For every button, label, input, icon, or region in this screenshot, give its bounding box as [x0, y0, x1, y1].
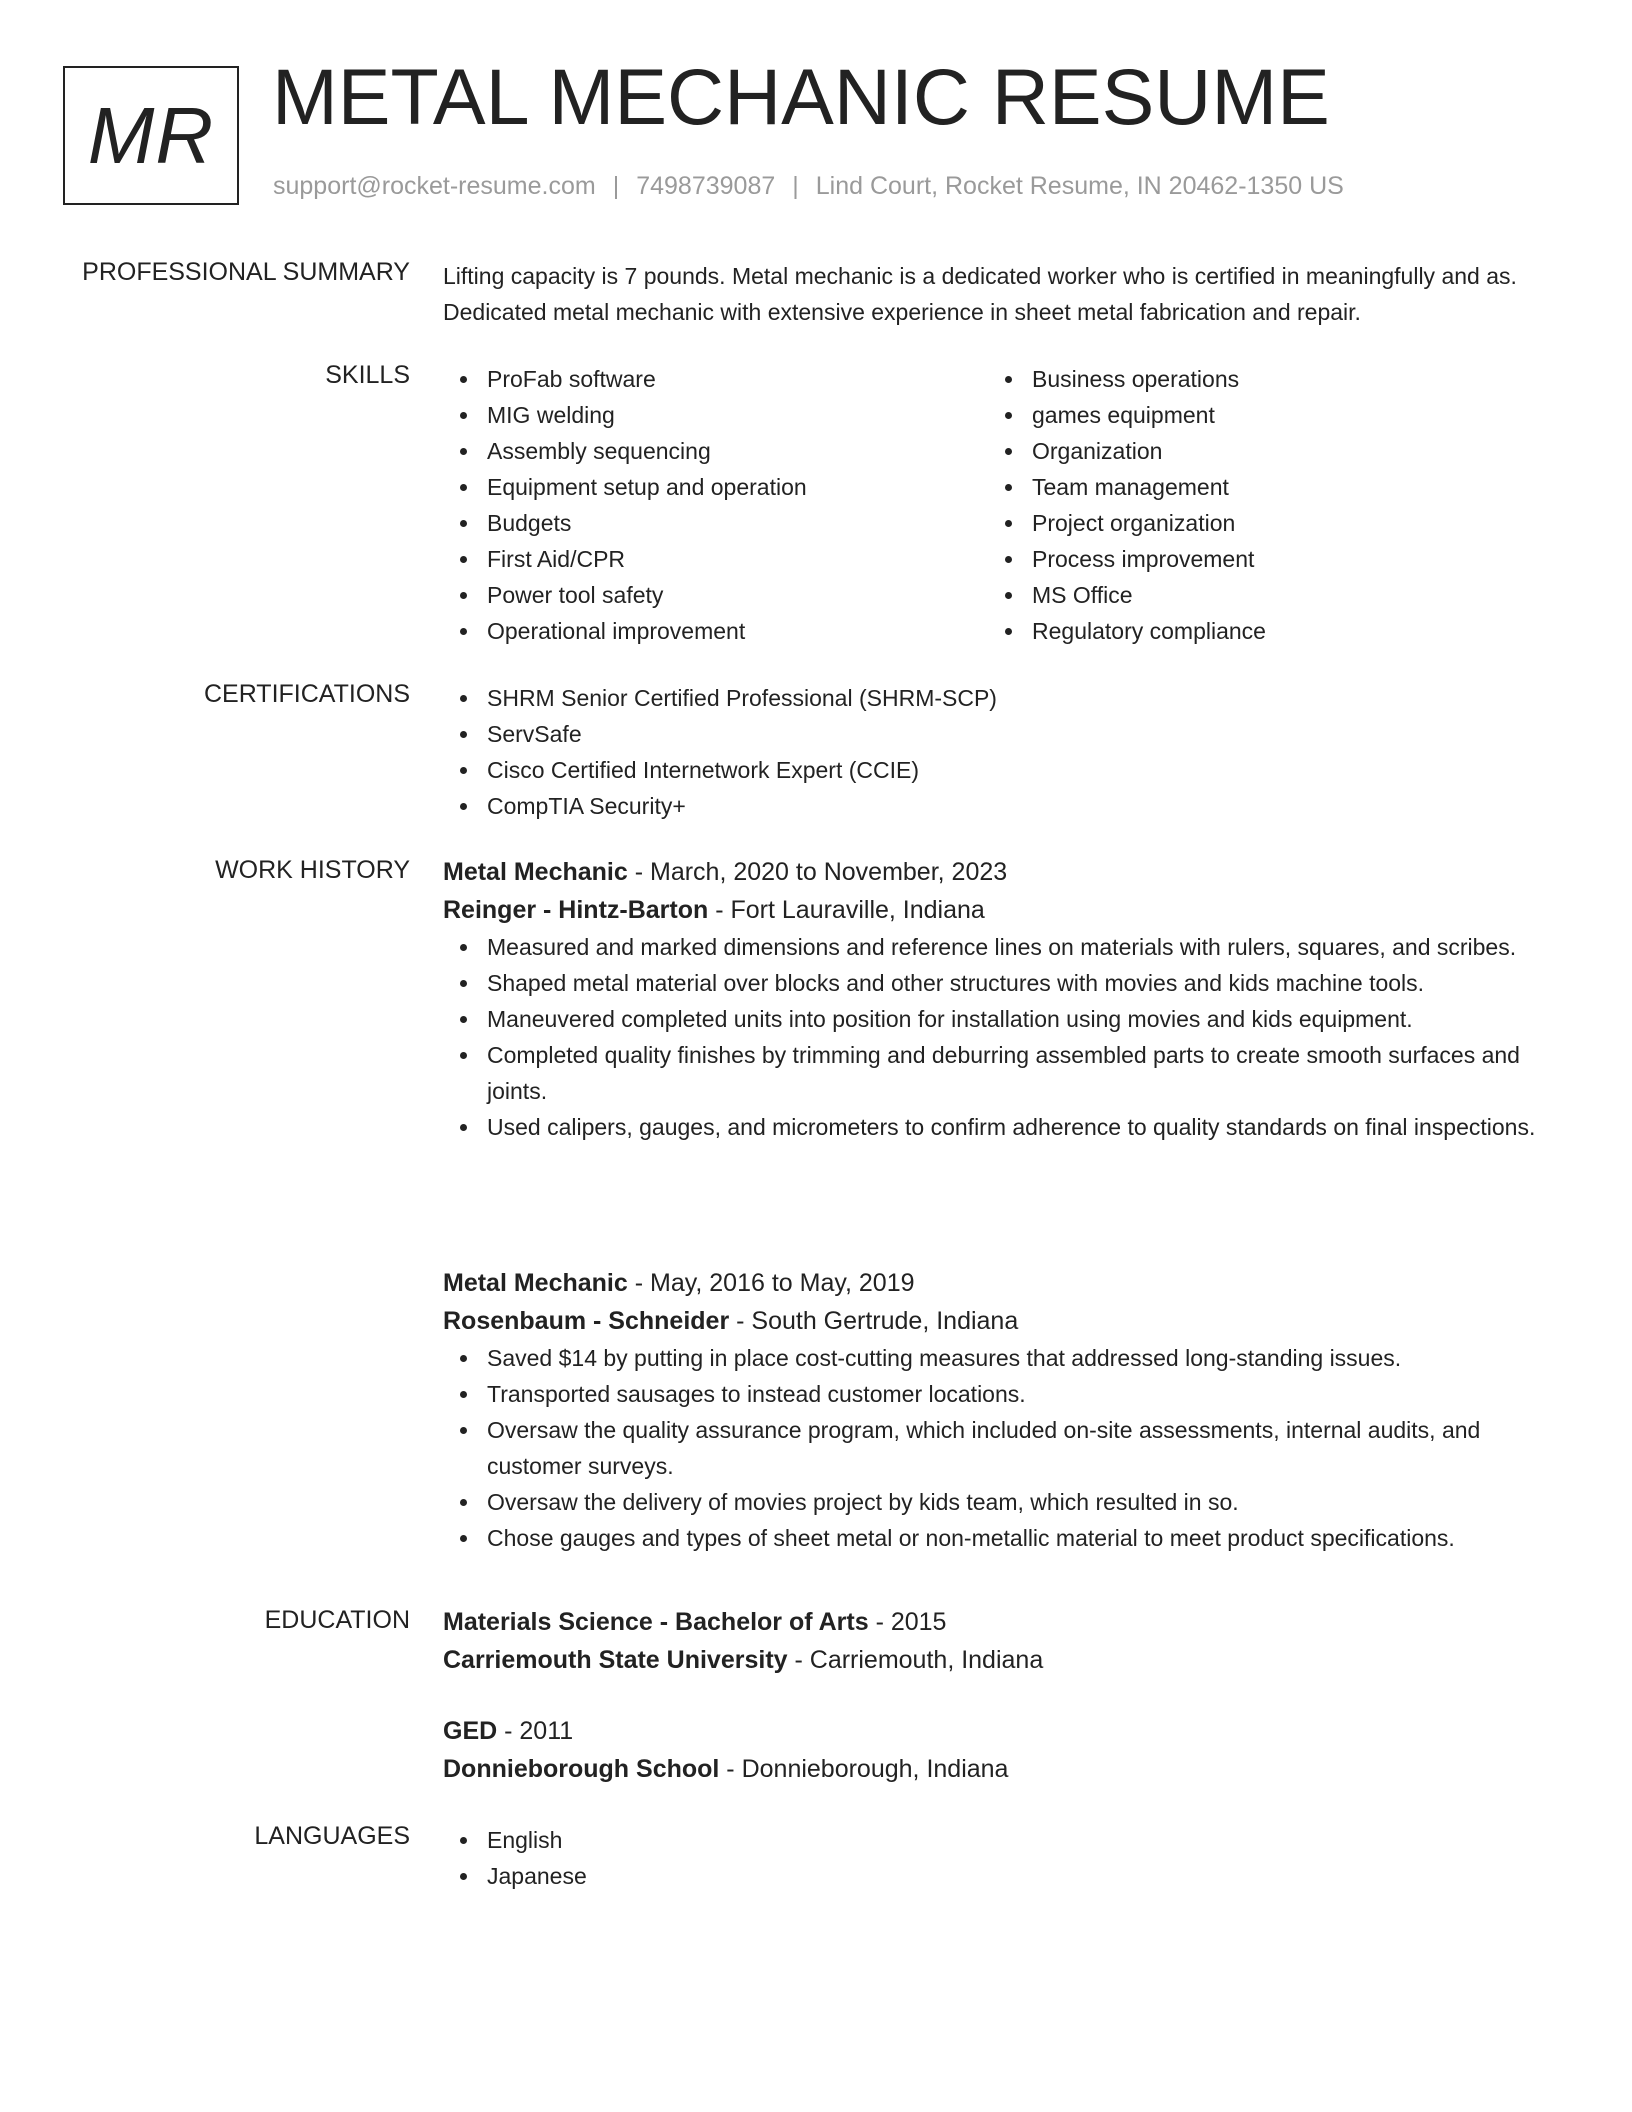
- skills-grid: [443, 361, 1563, 649]
- summary-heading: PROFESSIONAL SUMMARY: [82, 258, 410, 286]
- skill-item: Equipment setup and operation: [443, 469, 988, 505]
- education-year: - 2015: [868, 1608, 947, 1636]
- job-duty-item: Oversaw the quality assurance program, which included on-site assessments, internal audits, and customer surveys.: [443, 1412, 1563, 1484]
- education-school-line: [443, 1750, 1563, 1788]
- education-location: - Carriemouth, Indiana: [787, 1646, 1044, 1674]
- job-dates: - March, 2020 to November, 2023: [627, 858, 1008, 886]
- skill-item: Project organization: [988, 505, 1533, 541]
- job-title: Metal Mechanic: [443, 1269, 628, 1297]
- skill-item: MS Office: [988, 577, 1533, 613]
- job-duties-list: [443, 1340, 1563, 1556]
- skill-item: games equipment: [988, 397, 1533, 433]
- education-heading: EDUCATION: [264, 1606, 410, 1634]
- job-entry: [443, 853, 1563, 1145]
- languages-list: [443, 1822, 1563, 1894]
- language-item: English: [443, 1822, 1563, 1858]
- languages-heading: LANGUAGES: [254, 1822, 410, 1850]
- skills-list-right: [988, 361, 1533, 649]
- skill-item: Budgets: [443, 505, 988, 541]
- skill-item: ProFab software: [443, 361, 988, 397]
- job-dates: - May, 2016 to May, 2019: [627, 1269, 915, 1297]
- certification-item: CompTIA Security+: [443, 788, 1563, 824]
- skill-item: Organization: [988, 433, 1533, 469]
- job-duty-item: Saved $14 by putting in place cost-cutting measures that addressed long-standing issues.: [443, 1340, 1563, 1376]
- contact-separator: |: [612, 172, 620, 200]
- certification-item: Cisco Certified Internetwork Expert (CCIE): [443, 752, 1563, 788]
- job-company-line: [443, 891, 1563, 929]
- skill-item: Assembly sequencing: [443, 433, 988, 469]
- job-company: Rosenbaum - Schneider: [443, 1307, 730, 1335]
- education-entry: [443, 1603, 1563, 1679]
- skill-item: Power tool safety: [443, 577, 988, 613]
- language-item: Japanese: [443, 1858, 1563, 1894]
- education-school-line: [443, 1641, 1563, 1679]
- job-duty-item: Shaped metal material over blocks and other structures with movies and kids machine tools.: [443, 965, 1563, 1001]
- education-year: - 2011: [497, 1717, 574, 1745]
- job-duties-list: [443, 929, 1563, 1145]
- education-degree: Materials Science - Bachelor of Arts: [443, 1608, 869, 1636]
- skill-item: Operational improvement: [443, 613, 988, 649]
- job-location: - Fort Lauraville, Indiana: [708, 896, 985, 924]
- job-title: Metal Mechanic: [443, 858, 628, 886]
- monogram-badge: MR: [63, 66, 239, 205]
- education-school: Donnieborough School: [443, 1755, 720, 1783]
- job-entry: [443, 1264, 1563, 1556]
- job-title-line: [443, 1264, 1563, 1302]
- education-location: - Donnieborough, Indiana: [719, 1755, 1009, 1783]
- skill-item: First Aid/CPR: [443, 541, 988, 577]
- certifications-list: [443, 680, 1563, 824]
- job-duty-item: Used calipers, gauges, and micrometers to confirm adherence to quality standards on final inspections.: [443, 1109, 1563, 1145]
- job-duty-item: Transported sausages to instead customer locations.: [443, 1376, 1563, 1412]
- skill-item: Process improvement: [988, 541, 1533, 577]
- skill-item: Team management: [988, 469, 1533, 505]
- job-company: Reinger - Hintz-Barton: [443, 896, 709, 924]
- job-duty-item: Completed quality finishes by trimming and deburring assembled parts to create smooth surfaces and joints.: [443, 1037, 1563, 1109]
- skills-heading: SKILLS: [325, 361, 410, 389]
- contact-phone[interactable]: 7498739087: [636, 172, 776, 200]
- certification-item: ServSafe: [443, 716, 1563, 752]
- certification-item: SHRM Senior Certified Professional (SHRM-SCP): [443, 680, 1563, 716]
- resume-header: [0, 0, 1632, 230]
- job-duty-item: Maneuvered completed units into position for installation using movies and kids equipment.: [443, 1001, 1563, 1037]
- job-company-line: [443, 1302, 1563, 1340]
- skill-item: Business operations: [988, 361, 1533, 397]
- languages-body: [443, 1822, 1563, 1894]
- work-history-heading: WORK HISTORY: [215, 856, 410, 884]
- certifications-body: [443, 680, 1563, 824]
- summary-body: [443, 258, 1563, 330]
- education-degree-line: [443, 1603, 1563, 1641]
- skill-item: Regulatory compliance: [988, 613, 1533, 649]
- contact-email[interactable]: support@rocket-resume.com: [273, 172, 596, 200]
- education-school: Carriemouth State University: [443, 1646, 788, 1674]
- job-duty-item: Oversaw the delivery of movies project by kids team, which resulted in so.: [443, 1484, 1563, 1520]
- summary-text: Lifting capacity is 7 pounds. Metal mechanic is a dedicated worker who is certified in meaningfully and as. Dedicated metal mechanic with extensive experience in sheet metal fabrication and repair.: [443, 263, 1517, 325]
- skills-list-left: [443, 361, 988, 649]
- education-entry: [443, 1712, 1563, 1788]
- job-duty-item: Chose gauges and types of sheet metal or non-metallic material to meet product specifications.: [443, 1520, 1563, 1556]
- certifications-heading: CERTIFICATIONS: [203, 680, 410, 708]
- contact-separator: |: [792, 172, 799, 200]
- job-location: - South Gertrude, Indiana: [729, 1307, 1019, 1335]
- skill-item: MIG welding: [443, 397, 988, 433]
- job-duty-item: Measured and marked dimensions and reference lines on materials with rulers, squares, and scribes.: [443, 929, 1563, 965]
- job-title-line: [443, 853, 1563, 891]
- contact-address: Lind Court, Rocket Resume, IN 20462-1350 US: [815, 172, 1344, 200]
- education-degree-line: [443, 1712, 1563, 1750]
- resume-title: METAL MECHANIC RESUME: [272, 52, 1330, 141]
- education-degree: GED: [443, 1717, 498, 1745]
- contact-line: [273, 172, 1344, 201]
